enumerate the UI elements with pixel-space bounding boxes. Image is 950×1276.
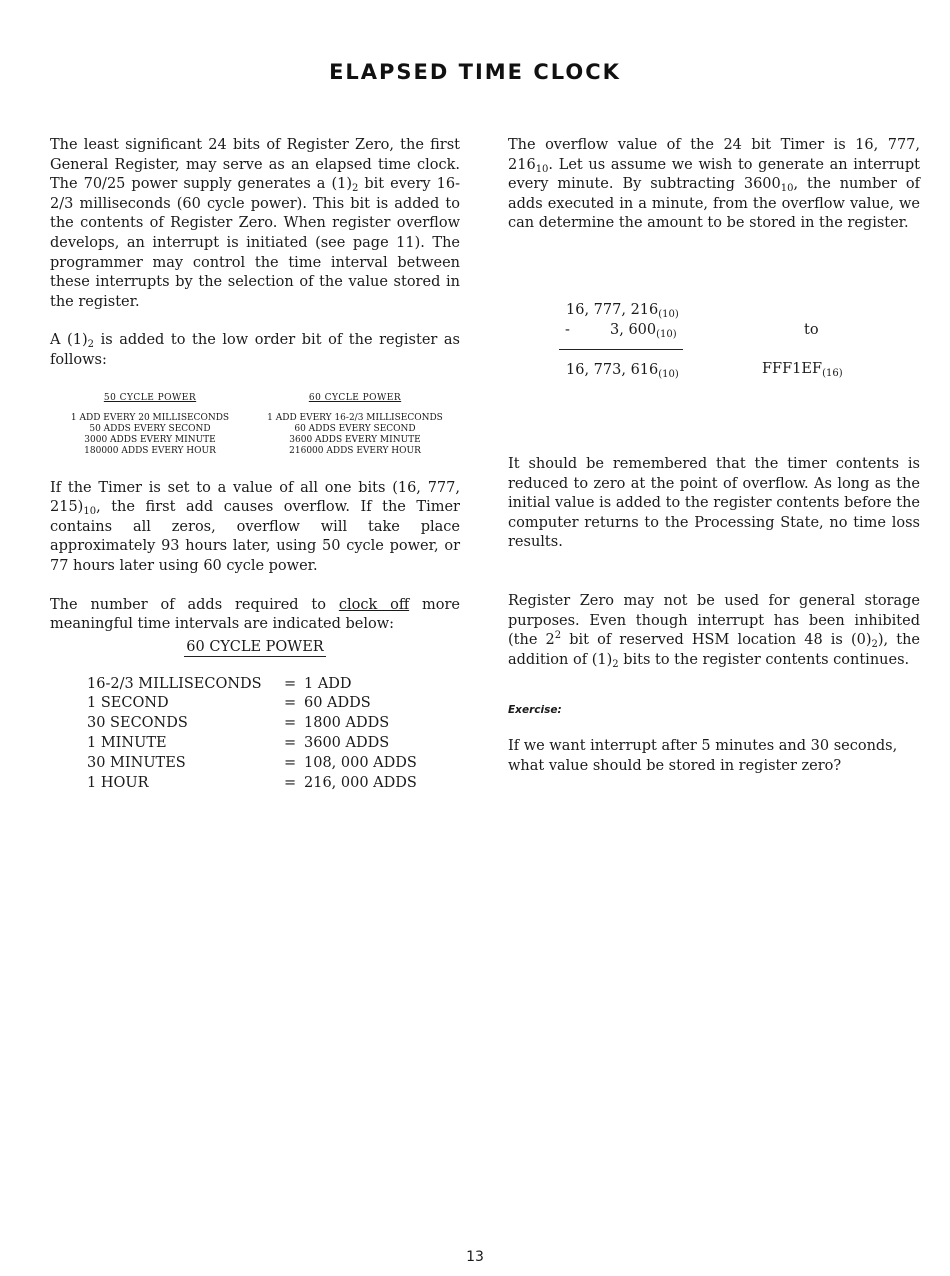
- minuend: 16, 777, $216_{(10)}$: [566, 302, 679, 320]
- right-column-lower: [508, 455, 920, 777]
- column-50-cycle: [50, 413, 250, 457]
- header-60-cycle: 60 CYCLE POWER: [308, 392, 402, 403]
- table-row: 1 MINUTE = 3600 ADDS: [87, 735, 390, 752]
- table-row: 1 ADD EVERY 20 MILLISECONDS: [70, 412, 230, 423]
- subtrahend: 3, $600_{(10)}$: [610, 322, 677, 340]
- clock-off-term: clock off: [338, 596, 410, 613]
- table-row: 180000 ADDS EVERY HOUR: [84, 445, 216, 456]
- table-row: 50 ADDS EVERY SECOND: [89, 423, 211, 434]
- difference-hex: $FFF1EF_{(16)}$: [762, 361, 843, 379]
- paragraph-overflow-value: The overflow value of the 24 bit Timer is 16, 777, $216_{10}$. Let us assume we wish to generate an interrupt every minute. By subtracting $3600_{10}$, the number of adds executed in a minute, from the overflow value, we can determine the amount to be stored in the register.: [508, 137, 920, 232]
- power-table-title: 60 CYCLE POWER: [186, 638, 324, 655]
- table-row: 16-2/3 MILLISECONDS = 1 ADD: [87, 675, 352, 692]
- paragraph-timer-reset: It should be remembered that the timer contents is reduced to zero at the point of overflow. As long as the initial value is added to the register contents before the computer returns to the Processing State, no time loss results.: [508, 456, 920, 551]
- paragraph-clock-off: The number of adds required to clock off more meaningful time intervals are indicated below:: [50, 596, 460, 633]
- table-row: 216000 ADDS EVERY HOUR: [289, 445, 421, 456]
- paragraph-register-inhibit: Register Zero may not be used for general storage purposes. Even though interrupt has been inhibited (the $2^2$ bit of reserved HSM location 48 is $(0)_2$), the addition of $(1)_2$ bits to the register contents continues.: [508, 592, 920, 670]
- table-row: 60 ADDS EVERY SECOND: [294, 423, 416, 434]
- exercise-question: If we want interrupt after 5 minutes and 30 seconds, what value should be stored in register zero?: [508, 738, 898, 774]
- table-row: 3000 ADDS EVERY MINUTE: [84, 434, 216, 445]
- table-row: 1 ADD EVERY 16-2/3 MILLISECONDS: [267, 412, 443, 423]
- sum-rule: [559, 349, 683, 350]
- paragraph-timer-overflow: If the Timer is set to a value of all one bits (16, 777, $215)_{10}$, the first add causes overflow. If the Timer contains all zeros, overflow will take place approximately 93 hours later, using 50 cycle power, or 77 hours later using 60 cycle power.: [50, 479, 460, 574]
- table-row: 3600 ADDS EVERY MINUTE: [289, 434, 421, 445]
- paragraph-register-zero: The least significant 24 bits of Register Zero, the first General Register, may serve as an elapsed time clock. The 70/25 power supply generates a $(1)_2$ bit every 16-2/3 milliseconds (60 cycle power). This bit is added to the contents of Register Zero. When register overflow develops, an interrupt is initiated (see page 11). The programmer may control the time interval between these interrupts by the selection of the value stored in the register.: [50, 137, 460, 310]
- minus-sign: -: [565, 322, 570, 338]
- table-row: 1 SECOND = 60 ADDS: [87, 695, 371, 712]
- right-column: [508, 136, 920, 234]
- header-50-cycle: 50 CYCLE POWER: [103, 392, 197, 403]
- column-60-cycle: [250, 413, 460, 457]
- paragraph-add-bit: A $(1)_2$ is added to the low order bit of the register as follows:: [50, 332, 461, 368]
- table-row: 30 SECONDS = 1800 ADDS: [87, 715, 390, 732]
- page-number: 13: [466, 1249, 484, 1265]
- table-row: 30 MINUTES = 108, 000 ADDS: [87, 754, 417, 771]
- page-title: ELAPSED TIME CLOCK: [329, 60, 621, 84]
- power-intervals-table: [87, 675, 460, 794]
- difference-decimal: 16, 773, $616_{(10)}$: [566, 362, 679, 380]
- exercise-label: Exercise:: [508, 704, 562, 717]
- cycle-power-table: [50, 393, 460, 457]
- left-column: [50, 136, 460, 793]
- table-row: 1 HOUR = 216, 000 ADDS: [87, 774, 417, 791]
- to-label: to: [804, 322, 819, 338]
